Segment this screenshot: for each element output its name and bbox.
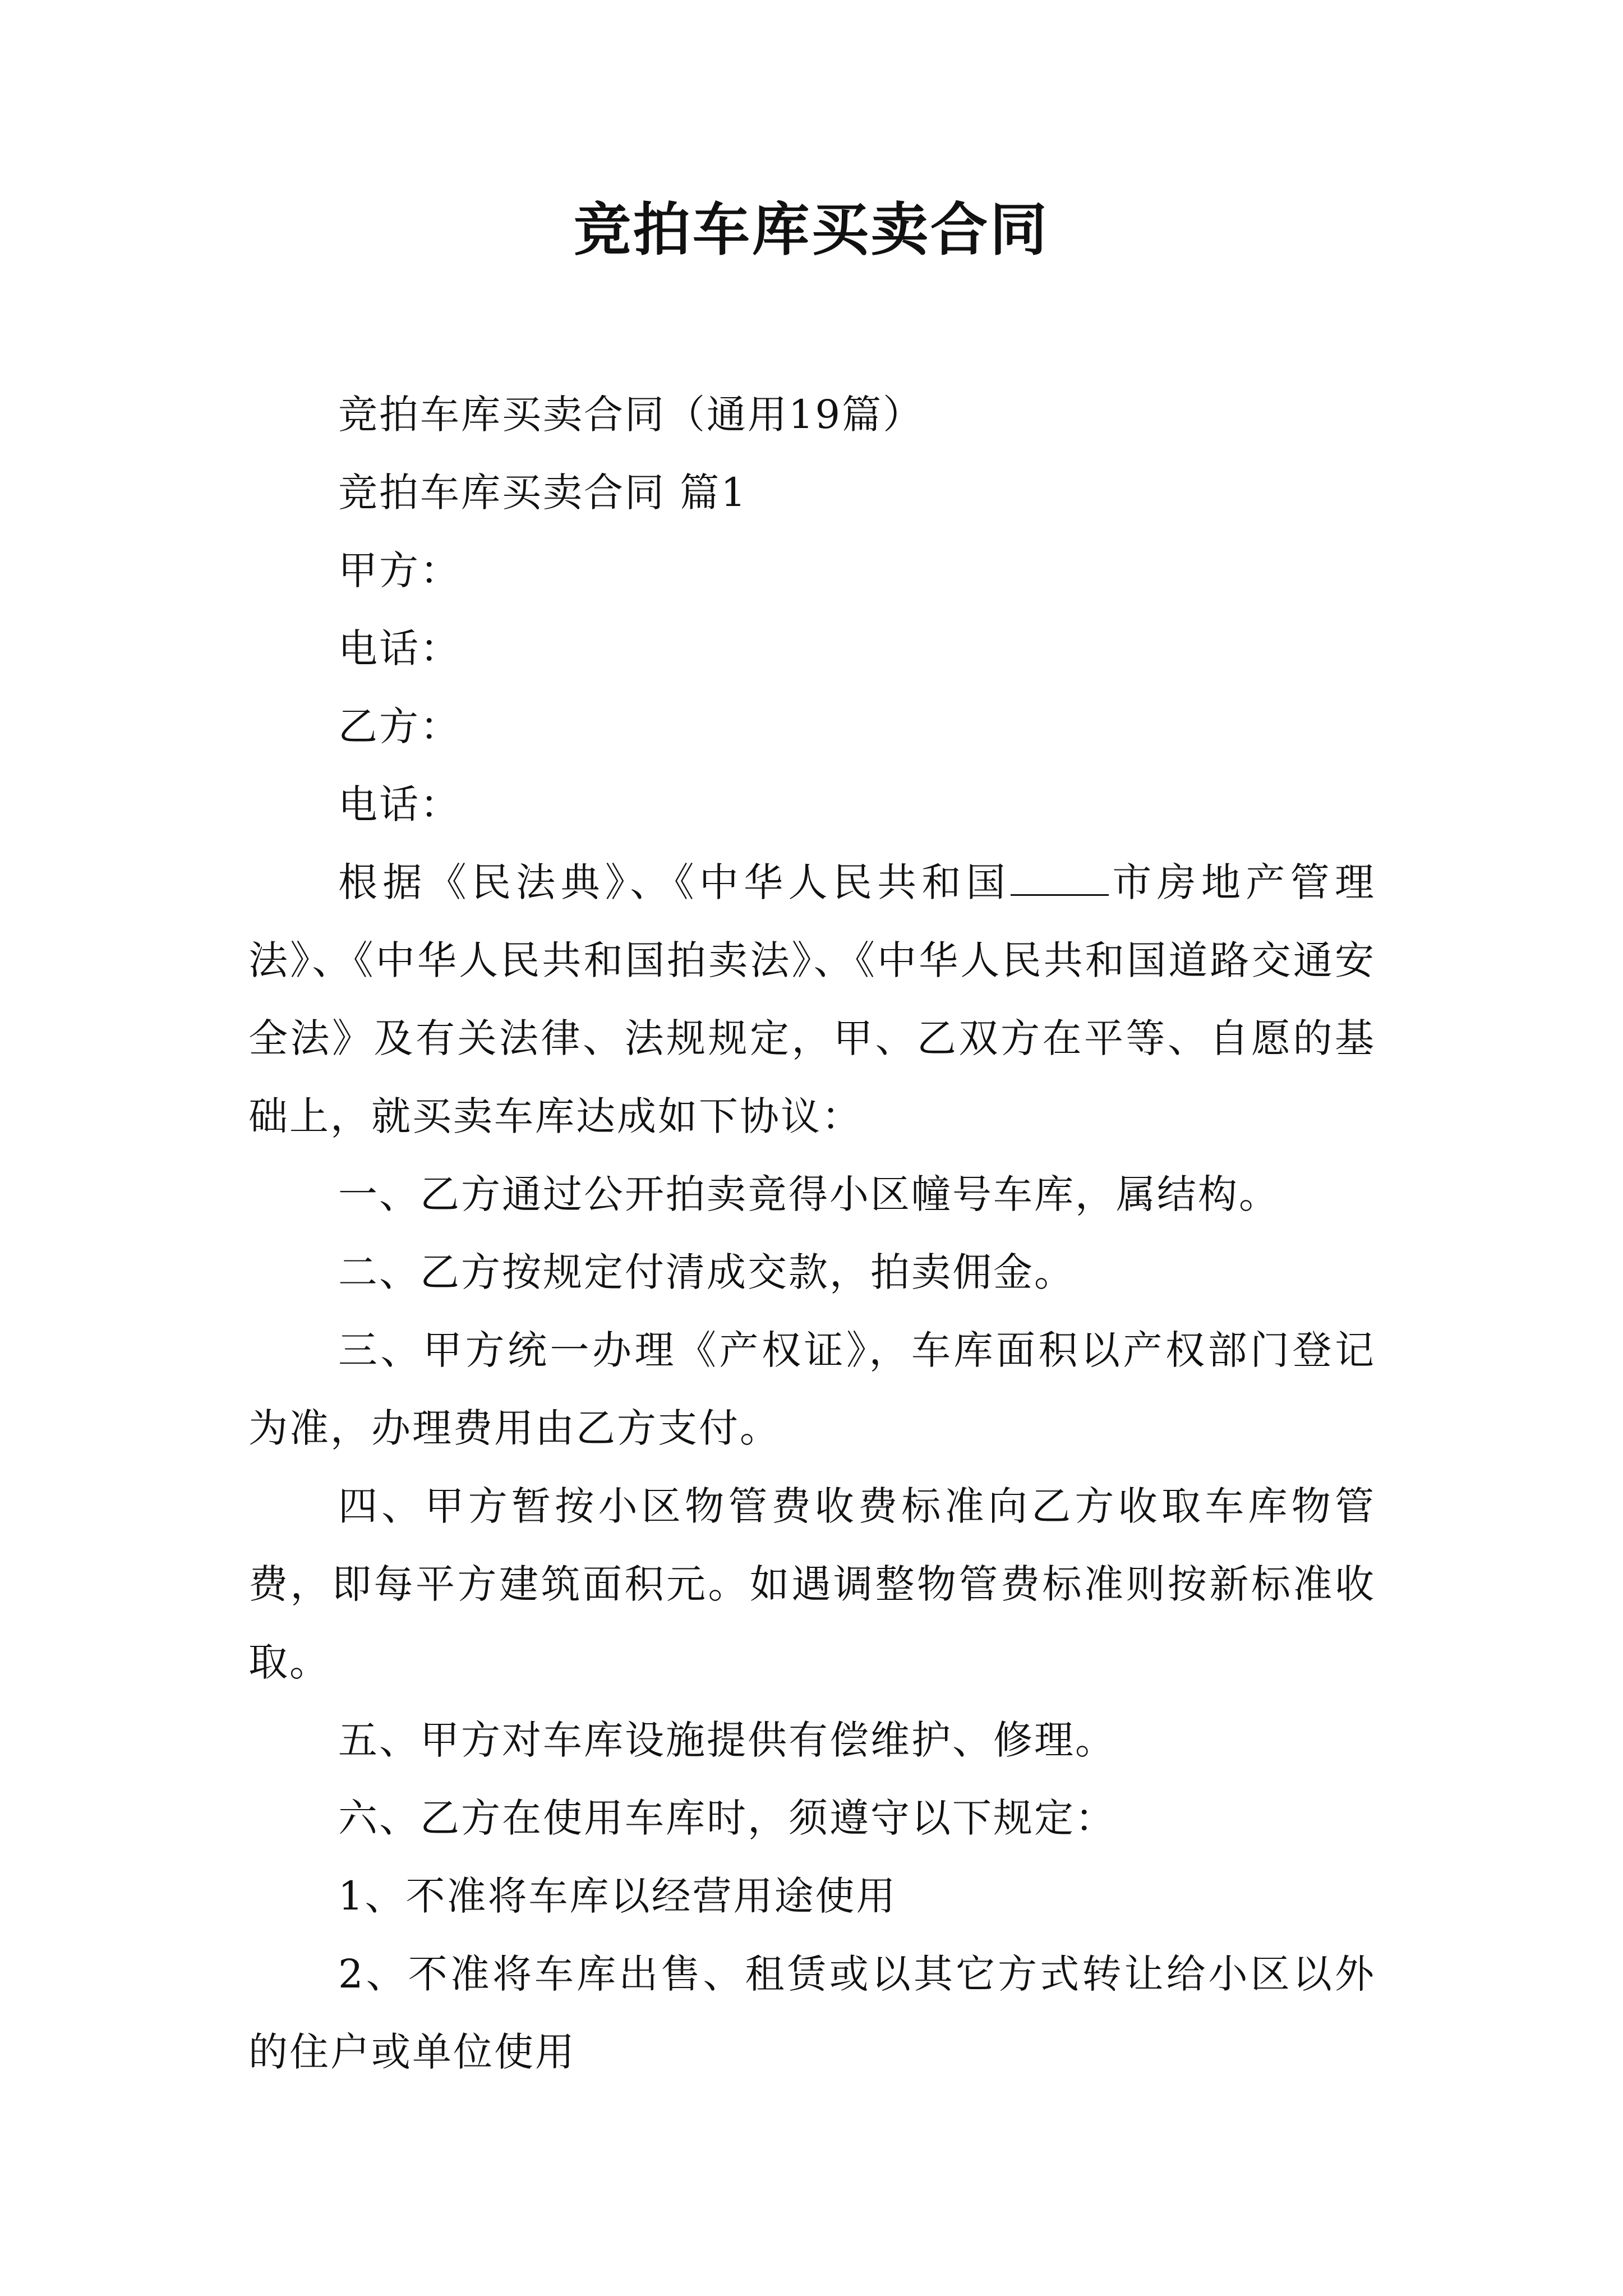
section-heading: 竞拍车库买卖合同 篇1 bbox=[338, 470, 748, 516]
document-title: 竞拍车库买卖合同 bbox=[574, 196, 1049, 264]
clause-5: 五、甲方对车库设施提供有偿维护、修理。 bbox=[338, 1717, 1116, 1763]
rule-2: 2、不准将车库出售、租赁或以其它方式转让给小区以外的住户或单位使用 bbox=[248, 1951, 1376, 2075]
clause-3: 三、甲方统一办理《产权证》，车库面积以产权部门登记为准，办理费用由乙方支付。 bbox=[248, 1327, 1376, 1451]
party-a-label: 甲方： bbox=[338, 547, 461, 593]
clause-2: 二、乙方按规定付清成交款，拍卖佣金。 bbox=[338, 1249, 1075, 1295]
document-body bbox=[248, 376, 1376, 2091]
clause-6: 六、乙方在使用车库时，须遵守以下规定： bbox=[338, 1795, 1116, 1841]
clause-1: 一、乙方通过公开拍卖竟得小区幢号车库，属结构。 bbox=[338, 1171, 1280, 1217]
document-subtitle: 竞拍车库买卖合同（通用19篇） bbox=[338, 392, 924, 438]
phone-a-label: 电话： bbox=[338, 625, 461, 671]
intro-text-part2: 市房地产管理法》、《中华人民共和国拍卖法》、《中华人民共和国道路交通安全法》及有关法律、法规规定，甲、乙双方在平等、自愿的基础上，就买卖车库达成如下协议： bbox=[248, 859, 1376, 1139]
clause-4: 四、甲方暂按小区物管费收费标准向乙方收取车库物管费，即每平方建筑面积元。如遇调整物管费标准则按新标准收取。 bbox=[248, 1483, 1376, 1685]
party-b-label: 乙方： bbox=[338, 703, 461, 749]
phone-b-label: 电话： bbox=[338, 781, 461, 827]
intro-paragraph bbox=[248, 844, 1376, 1156]
rule-1: 1、不准将车库以经营用途使用 bbox=[338, 1873, 897, 1919]
intro-text-part1: 根据《民法典》、《中华人民共和国 bbox=[338, 859, 1011, 905]
fill-in-blank bbox=[1011, 861, 1109, 896]
